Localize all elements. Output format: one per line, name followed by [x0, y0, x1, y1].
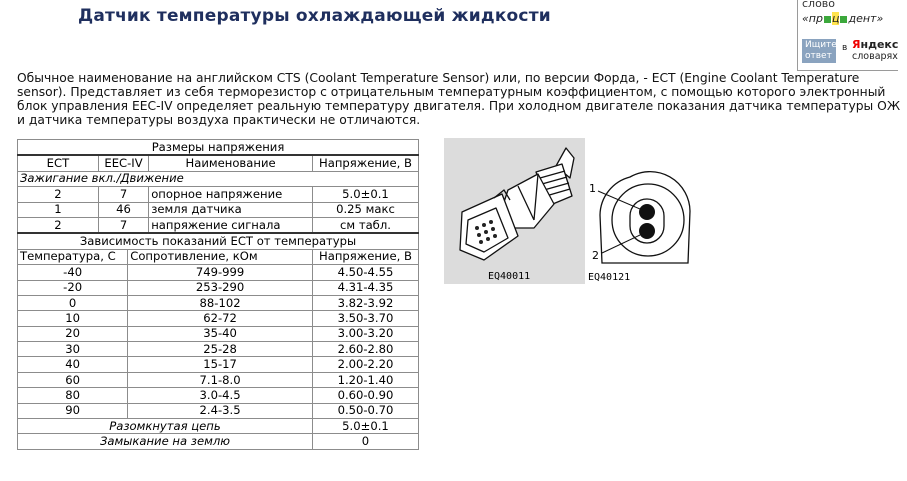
table-row — [18, 357, 419, 372]
short-ground-value: 0 — [312, 434, 418, 449]
table-cell: 2.00-2.20 — [312, 357, 418, 372]
table-row — [18, 372, 419, 387]
table-row — [18, 265, 419, 280]
table-row — [18, 295, 419, 310]
short-ground-label: Замыкание на землю — [18, 434, 313, 449]
table-cell: 25-28 — [128, 342, 313, 357]
table-cell: -40 — [18, 265, 128, 280]
table-cell: 15-17 — [128, 357, 313, 372]
intro-line: и датчика температуры воздуха практически не отличаются. — [17, 113, 421, 127]
table-cell: 253-290 — [128, 280, 313, 295]
spelling-marker-icon — [824, 16, 831, 23]
column-header: Напряжение, В — [312, 155, 418, 171]
spelling-marker-icon — [840, 16, 847, 23]
table-row — [18, 280, 419, 295]
ask-button[interactable]: Ищите ответ — [802, 39, 836, 63]
connector-caption: EQ40121 — [588, 272, 631, 283]
column-header: Температура, С — [18, 249, 128, 264]
column-header: EEC-IV — [98, 155, 148, 171]
dependency-header: Зависимость показаний ECT от температуры — [18, 233, 419, 249]
table-row: 2 7 напряжение сигнала см табл. — [18, 217, 419, 233]
column-header: Напряжение, В — [312, 249, 418, 264]
column-header: Наименование — [149, 155, 313, 171]
table-cell: 80 — [18, 388, 128, 403]
table-row — [18, 311, 419, 326]
ignition-label: Зажигание вкл./Движение — [18, 171, 419, 186]
table-cell: 90 — [18, 403, 128, 418]
column-header: Сопротивление, кОм — [128, 249, 313, 264]
table-cell: 2.4-3.5 — [128, 403, 313, 418]
pin-2-icon — [639, 223, 655, 239]
table-cell: -20 — [18, 280, 128, 295]
table-cell: 30 — [18, 342, 128, 357]
intro-line: sensor). Представляет из себя терморезистор с отрицательным температурным коэффициентом, с помощью которого электронный — [17, 85, 886, 99]
table-cell: 40 — [18, 357, 128, 372]
table-cell: 0.60-0.90 — [312, 388, 418, 403]
table-cell: 3.50-3.70 — [312, 311, 418, 326]
pin-2-label: 2 — [592, 249, 599, 262]
table-row — [18, 342, 419, 357]
table-cell: 60 — [18, 372, 128, 387]
table-cell: 3.82-3.92 — [312, 295, 418, 310]
pin-1-label: 1 — [589, 182, 596, 195]
sensor-caption: EQ40011 — [488, 271, 531, 282]
table-cell: 0.50-0.70 — [312, 403, 418, 418]
connector-pinout-icon — [588, 165, 706, 285]
table-cell: 7.1-8.0 — [128, 372, 313, 387]
widget-in-label: в — [842, 43, 848, 53]
table-row — [18, 403, 419, 418]
table-cell: 10 — [18, 311, 128, 326]
page-title: Датчик температуры охлаждающей жидкости — [78, 6, 551, 26]
table-row — [18, 326, 419, 341]
sensor-illustration — [444, 138, 585, 284]
open-circuit-value: 5.0±0.1 — [312, 419, 418, 434]
open-circuit-label: Разомкнутая цепь — [18, 419, 313, 434]
table-cell: 3.0-4.5 — [128, 388, 313, 403]
table-row — [18, 388, 419, 403]
table-cell: 1.20-1.40 — [312, 372, 418, 387]
table-cell: 749-999 — [128, 265, 313, 280]
temperature-sensor-icon — [444, 138, 585, 284]
yandex-brand-text: ндекс — [860, 38, 899, 51]
table-cell: 20 — [18, 326, 128, 341]
widget-word-label: слово — [802, 0, 836, 10]
yandex-logo[interactable]: Яндекс — [852, 38, 899, 51]
intro-paragraph — [17, 71, 907, 127]
table-cell: 2.60-2.80 — [312, 342, 418, 357]
table-cell: 3.00-3.20 — [312, 326, 418, 341]
table-cell: 62-72 — [128, 311, 313, 326]
table-cell: 4.31-4.35 — [312, 280, 418, 295]
table-row: 2 7 опорное напряжение 5.0±0.1 — [18, 187, 419, 202]
table-cell: 0 — [18, 295, 128, 310]
voltages-header: Размеры напряжения — [18, 140, 419, 156]
column-header: ECT — [18, 155, 99, 171]
table-cell: 35-40 — [128, 326, 313, 341]
table-row: 1 46 земля датчика 0.25 макс — [18, 202, 419, 217]
widget-word-value[interactable]: «пр ц дент» — [802, 12, 884, 25]
yandex-dictionary-widget — [797, 0, 898, 71]
sensor-spec-table — [17, 139, 419, 450]
connector-diagram — [588, 165, 706, 285]
widget-dictionaries-label: словарях — [852, 51, 898, 62]
intro-line: блок управления EEC-IV определяет реальную температуру двигателя. При холодном двигателе показания датчика температуры ОЖ — [17, 99, 901, 113]
pin-1-icon — [639, 204, 655, 220]
intro-line: Обычное наименование на английском CTS (Coolant Temperature Sensor) или, по версии Форда, - ECT (Engine Coolant Temperature — [17, 71, 860, 85]
table-cell: 4.50-4.55 — [312, 265, 418, 280]
table-cell: 88-102 — [128, 295, 313, 310]
